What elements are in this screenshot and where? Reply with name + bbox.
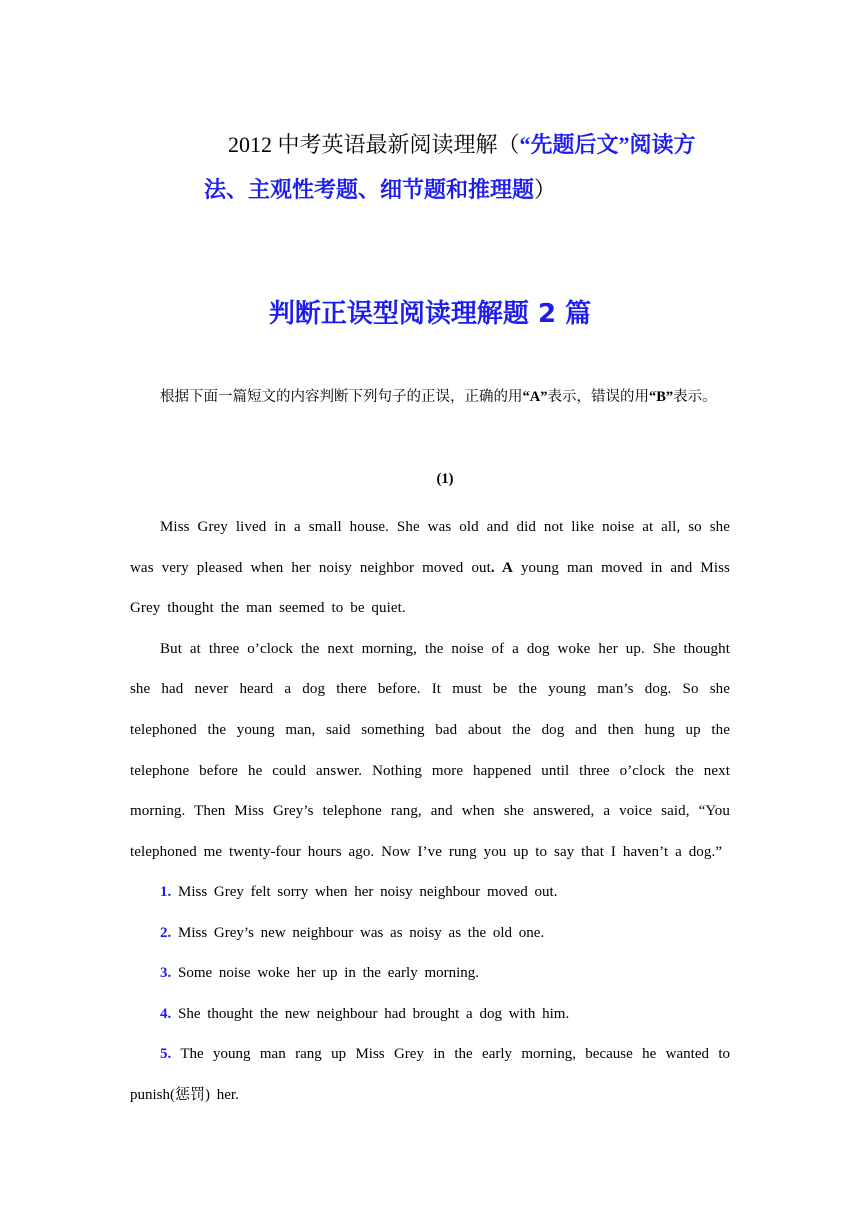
- paragraph-text-cont: young man moved in and Miss Grey thought the man seemed to be quiet.: [130, 559, 730, 617]
- question-text: She thought the new neighbour had brought a dog with him.: [178, 1005, 570, 1022]
- question-item: [130, 953, 730, 994]
- question-item: [130, 994, 730, 1035]
- question-number: 5.: [160, 1046, 172, 1063]
- instruction-part1: 根据下面一篇短文的内容判断下列句子的正误，正确的用: [160, 389, 523, 405]
- question-list: [130, 872, 730, 1116]
- question-item: [130, 1034, 730, 1115]
- instruction-b-label: “B”: [648, 389, 674, 405]
- question-item: [130, 913, 730, 954]
- document-title-line1: [228, 128, 788, 161]
- instruction-part3: 表示。: [673, 389, 717, 405]
- question-number: 3.: [160, 965, 172, 982]
- passage-paragraph-1: [130, 507, 730, 629]
- section-subtitle: 判断正误型阅读理解题 2 篇: [268, 299, 592, 329]
- passage-paragraph-2: But at three o’clock the next morning, the noise of a dog woke her up. She thought she had never heard a dog there before. It must be the young man’s dog. So she telephoned the young man, said something bad about the dog and then hung up the telephone before he could answer. Nothing more happened until three o’clock the next morning. Then Miss Grey’s telephone rang, and when she answered, a voice said, “You telephoned me twenty-four hours ago. Now I’ve rung you up to say that I haven’t a dog.”: [130, 640, 730, 860]
- paragraph-text: Miss Grey lived in a small house. She was old and did not like noise at all, so she was very pleased when her noisy neighbor moved out: [130, 519, 730, 576]
- passage-body: [130, 507, 730, 872]
- title-highlight-text: “先题后文”阅读方: [519, 132, 696, 157]
- paragraph-bold-text: . A: [490, 559, 513, 576]
- question-text: Miss Grey’s new neighbour was as noisy as the old one.: [178, 924, 545, 941]
- instruction-text: [160, 386, 760, 408]
- question-item: [130, 872, 730, 913]
- title-plain-text-2: ）: [534, 177, 557, 202]
- title-highlight-text-2: 法、主观性考题、细节题和推理题: [204, 177, 535, 202]
- question-number: 1.: [160, 884, 172, 900]
- passage-number: (1): [436, 471, 454, 487]
- document-title-line2: [204, 173, 804, 206]
- question-text: Some noise woke her up in the early morning.: [178, 965, 480, 982]
- instruction-part2: 表示，错误的用: [547, 389, 649, 405]
- title-plain-text: 2012 中考英语最新阅读理解（: [228, 132, 520, 157]
- question-number: 2.: [160, 924, 172, 941]
- question-number: 4.: [160, 1005, 172, 1022]
- instruction-a-label: “A”: [522, 389, 548, 405]
- question-text: Miss Grey felt sorry when her noisy neighbour moved out.: [178, 884, 558, 900]
- question-text: The young man rang up Miss Grey in the early morning, because he wanted to punish(惩罚) her.: [130, 1046, 730, 1103]
